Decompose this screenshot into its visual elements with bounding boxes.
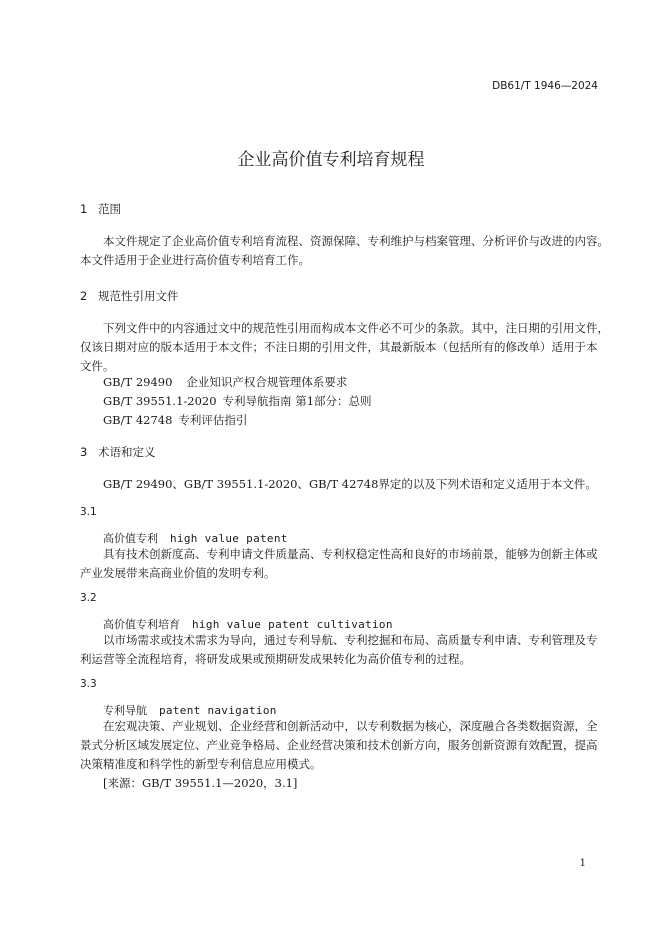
reference-code: GB/T 39551.1-2020 [103, 394, 217, 408]
term-zh: 专利导航 [103, 704, 147, 717]
term-en: high value patent cultivation [192, 618, 393, 631]
reference-code: GB/T 29490 [103, 375, 173, 389]
reference-name: 专利导航指南 第1部分：总则 [222, 394, 372, 408]
text-line: 在宏观决策、产业规划、企业经营和创新活动中，以专利数据为核心，深度融合各类数据资源，全 [103, 719, 598, 733]
term-source: [来源：GB/T 39551.1—2020，3.1] [103, 776, 298, 790]
term-entry [103, 616, 393, 632]
reference-name: 专利评估指引 [178, 413, 248, 427]
text-line: 利运营等全流程培育，将研发成果或预期研发成果转化为高价值专利的过程。 [80, 652, 471, 666]
text-line: 以市场需求或技术需求为导向，通过专利导航、专利挖掘和布局、高质量专利申请、专利管理及专 [103, 633, 598, 647]
section-number: 1 [80, 202, 88, 216]
text-line: 仅该日期对应的版本适用于本文件；不注日期的引用文件，其最新版本（包括所有的修改单）适用于本 [80, 340, 598, 354]
section-heading-3 [80, 444, 156, 460]
term-definition [80, 717, 600, 793]
term-definition [80, 631, 600, 669]
text-line: 本文件规定了企业高价值专利培育流程、资源保障、专利维护与档案管理、分析评价与改进的内容。 [103, 234, 609, 248]
term-zh: 高价值专利 [103, 532, 158, 545]
text-line: 文件。 [80, 359, 115, 373]
clause-number: 3.1 [80, 506, 97, 518]
terms-intro-paragraph [80, 475, 600, 494]
text-line: GB/T 29490、GB/T 39551.1-2020、GB/T 42748界定的以及下列术语和定义适用于本文件。 [103, 477, 597, 491]
text-line: 具有技术创新度高、专利申请文件质量高、专利权稳定性高和良好的市场前景，能够为创新主体或 [103, 547, 598, 561]
term-definition [80, 545, 600, 583]
reference-item [103, 393, 372, 409]
reference-item [103, 374, 347, 390]
text-line: 下列文件中的内容通过文中的规范性引用而构成本文件必不可少的条款。其中，注日期的引用文件， [103, 321, 609, 335]
text-line: 本文件适用于企业进行高价值专利培育工作。 [80, 253, 310, 267]
standard-code: DB61/T 1946—2024 [492, 80, 598, 92]
section-number: 3 [80, 445, 88, 459]
term-entry [103, 702, 277, 718]
term-en: high value patent [170, 532, 288, 545]
term-zh: 高价值专利培育 [103, 618, 180, 631]
normative-references-paragraph [80, 319, 609, 376]
section-number: 2 [80, 289, 88, 303]
term-entry [103, 530, 288, 546]
document-title: 企业高价值专利培育规程 [237, 150, 425, 170]
reference-code: GB/T 42748 [103, 413, 173, 427]
term-en: patent navigation [159, 704, 277, 717]
text-line: 景式分析区域发展定位、产业竞争格局、企业经营决策和技术创新方向，服务创新资源有效配置，提高 [80, 738, 598, 752]
section-heading-1 [80, 201, 121, 217]
section-heading-2 [80, 288, 179, 304]
text-line: 决策精准度和科学性的新型专利信息应用模式。 [80, 757, 322, 771]
reference-name: 企业知识产权合规管理体系要求 [186, 375, 348, 389]
section-title: 范围 [98, 202, 121, 216]
scope-paragraph [80, 232, 609, 270]
clause-number: 3.2 [80, 592, 97, 604]
reference-item [103, 412, 247, 428]
clause-number: 3.3 [80, 678, 97, 690]
section-title: 规范性引用文件 [98, 289, 179, 303]
section-title: 术语和定义 [98, 445, 156, 459]
text-line: 产业发展带来高商业价值的发明专利。 [80, 566, 276, 580]
page-number: 1 [579, 858, 586, 869]
